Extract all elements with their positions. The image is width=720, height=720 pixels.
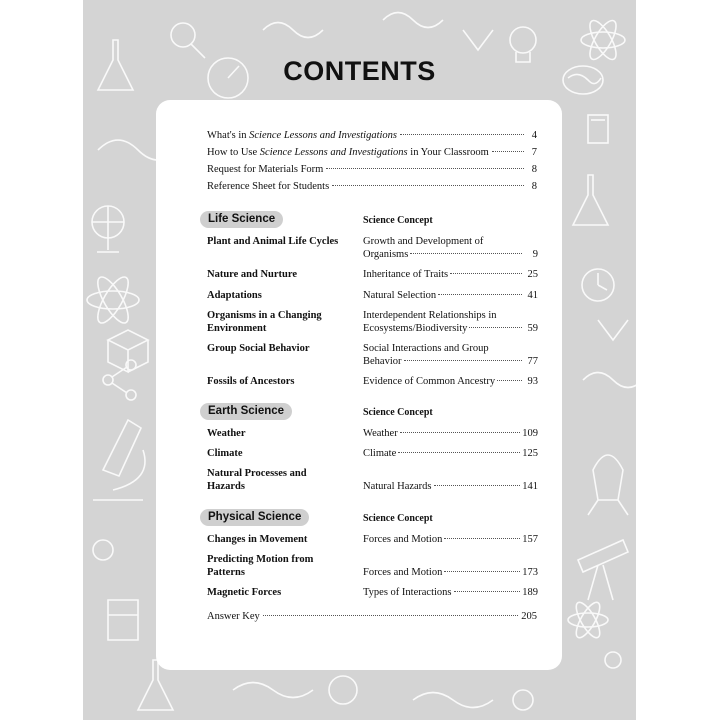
page-number: 189	[522, 587, 538, 598]
concept-entry: Social Interactions and Group Behavior 77	[363, 343, 538, 367]
leader-dots	[404, 360, 523, 361]
calculator-icon	[588, 115, 608, 143]
concept-entry: Interdependent Relationships in Ecosystems/Biodiversity 59	[363, 310, 538, 334]
microscope-icon	[93, 420, 145, 500]
lesson-title: Organisms in a Changing Environment	[207, 310, 322, 334]
concept-entry: Inheritance of Traits 25	[363, 269, 538, 280]
leader-dots	[410, 253, 522, 254]
toc-row	[207, 181, 537, 194]
beaker-icon	[108, 600, 138, 640]
concept-entry: Climate 125	[363, 448, 538, 459]
page-number: 173	[522, 567, 538, 578]
leader-dots	[332, 185, 524, 186]
page-number: 7	[531, 147, 537, 158]
page-number: 41	[527, 290, 538, 301]
leader-dots	[497, 380, 522, 381]
cube-icon	[108, 330, 148, 372]
section-label-physical-science: Physical Science	[200, 509, 309, 526]
leader-dots	[400, 134, 524, 135]
concept-entry: Types of Interactions 189	[363, 587, 538, 598]
leader-dots	[492, 151, 524, 152]
circle-doodle	[605, 652, 621, 668]
squiggle-doodle	[233, 683, 313, 698]
science-concept-header: Science Concept	[363, 407, 433, 418]
concept-entry: Growth and Development of Organisms 9	[363, 236, 538, 260]
lesson-title: Changes in Movement	[207, 534, 308, 545]
squiggle-doodle	[383, 13, 443, 28]
contents-card	[156, 100, 562, 670]
lesson-title: Predicting Motion from Patterns	[207, 554, 314, 578]
toc-row	[207, 164, 537, 177]
toc-row	[207, 147, 537, 160]
clock-icon	[582, 269, 614, 301]
leader-dots	[469, 327, 522, 328]
page-number: 205	[521, 611, 537, 622]
squiggle-doodle	[413, 693, 493, 708]
page-number: 141	[522, 481, 538, 492]
page-number: 8	[531, 181, 537, 192]
toc-row-answer-key	[207, 611, 537, 624]
concept-entry: Natural Selection 41	[363, 290, 538, 301]
concept-entry: Evidence of Common Ancestry 93	[363, 376, 538, 387]
concept-entry: Forces and Motion 157	[363, 534, 538, 545]
section-label-earth-science: Earth Science	[200, 403, 292, 420]
page-number: 109	[522, 428, 538, 439]
circle-doodle	[513, 690, 533, 710]
science-concept-header: Science Concept	[363, 215, 433, 226]
leader-dots	[438, 294, 522, 295]
page-number: 59	[527, 323, 538, 334]
toc-entry-text: Request for Materials Form	[207, 164, 324, 175]
leader-dots	[263, 615, 518, 616]
science-concept-header: Science Concept	[363, 513, 433, 524]
circle-doodle	[329, 676, 357, 704]
molecule-icon	[103, 360, 136, 400]
atom-icon	[568, 599, 608, 641]
toc-row	[207, 130, 537, 143]
lesson-title: Nature and Nurture	[207, 269, 298, 280]
toc-entry-text: Reference Sheet for Students	[207, 181, 330, 192]
circle-doodle	[93, 540, 113, 560]
rocket-icon	[588, 455, 628, 515]
lesson-title: Group Social Behavior	[207, 343, 310, 354]
page-number: 8	[531, 164, 537, 175]
lesson-title: Plant and Animal Life Cycles	[207, 236, 339, 247]
section-label-life-science: Life Science	[200, 211, 283, 228]
toc-entry-text: Answer Key	[207, 611, 260, 622]
leader-dots	[444, 571, 520, 572]
page-number: 93	[527, 376, 538, 387]
page-number: 125	[522, 448, 538, 459]
lesson-title: Climate	[207, 448, 243, 459]
magnifier-icon	[171, 23, 205, 58]
lesson-title: Magnetic Forces	[207, 587, 282, 598]
squiggle-doodle	[263, 23, 323, 38]
concept-entry: Weather 109	[363, 428, 538, 439]
globe-icon	[92, 206, 124, 252]
page	[83, 0, 636, 720]
concept-entry: Natural Hazards 141	[363, 481, 538, 492]
telescope-icon	[578, 540, 628, 600]
lesson-title: Adaptations	[207, 290, 262, 301]
toc-entry-text: How to Use Science Lessons and Investigations in Your Classroom	[207, 147, 489, 158]
leader-dots	[450, 273, 522, 274]
leader-dots	[434, 485, 521, 486]
page-number: 9	[532, 249, 538, 260]
leader-dots	[400, 432, 521, 433]
page-title: CONTENTS	[283, 56, 436, 86]
leader-dots	[444, 538, 520, 539]
leader-dots	[398, 452, 520, 453]
atom-icon	[87, 273, 139, 327]
zigzag-doodle	[463, 30, 493, 50]
zigzag-doodle	[598, 320, 628, 340]
page-number: 157	[522, 534, 538, 545]
leader-dots	[326, 168, 524, 169]
lesson-title: Natural Processes and Hazards	[207, 468, 307, 492]
page-number: 25	[527, 269, 538, 280]
concept-entry: Forces and Motion 173	[363, 567, 538, 578]
lesson-title: Fossils of Ancestors	[207, 376, 295, 387]
squiggle-doodle	[583, 373, 636, 388]
flask-icon	[573, 175, 608, 225]
page-number: 4	[531, 130, 537, 141]
lesson-title: Weather	[207, 428, 246, 439]
page-number: 77	[527, 356, 538, 367]
leader-dots	[454, 591, 521, 592]
toc-entry-text: What's in Science Lessons and Investigations	[207, 130, 397, 141]
